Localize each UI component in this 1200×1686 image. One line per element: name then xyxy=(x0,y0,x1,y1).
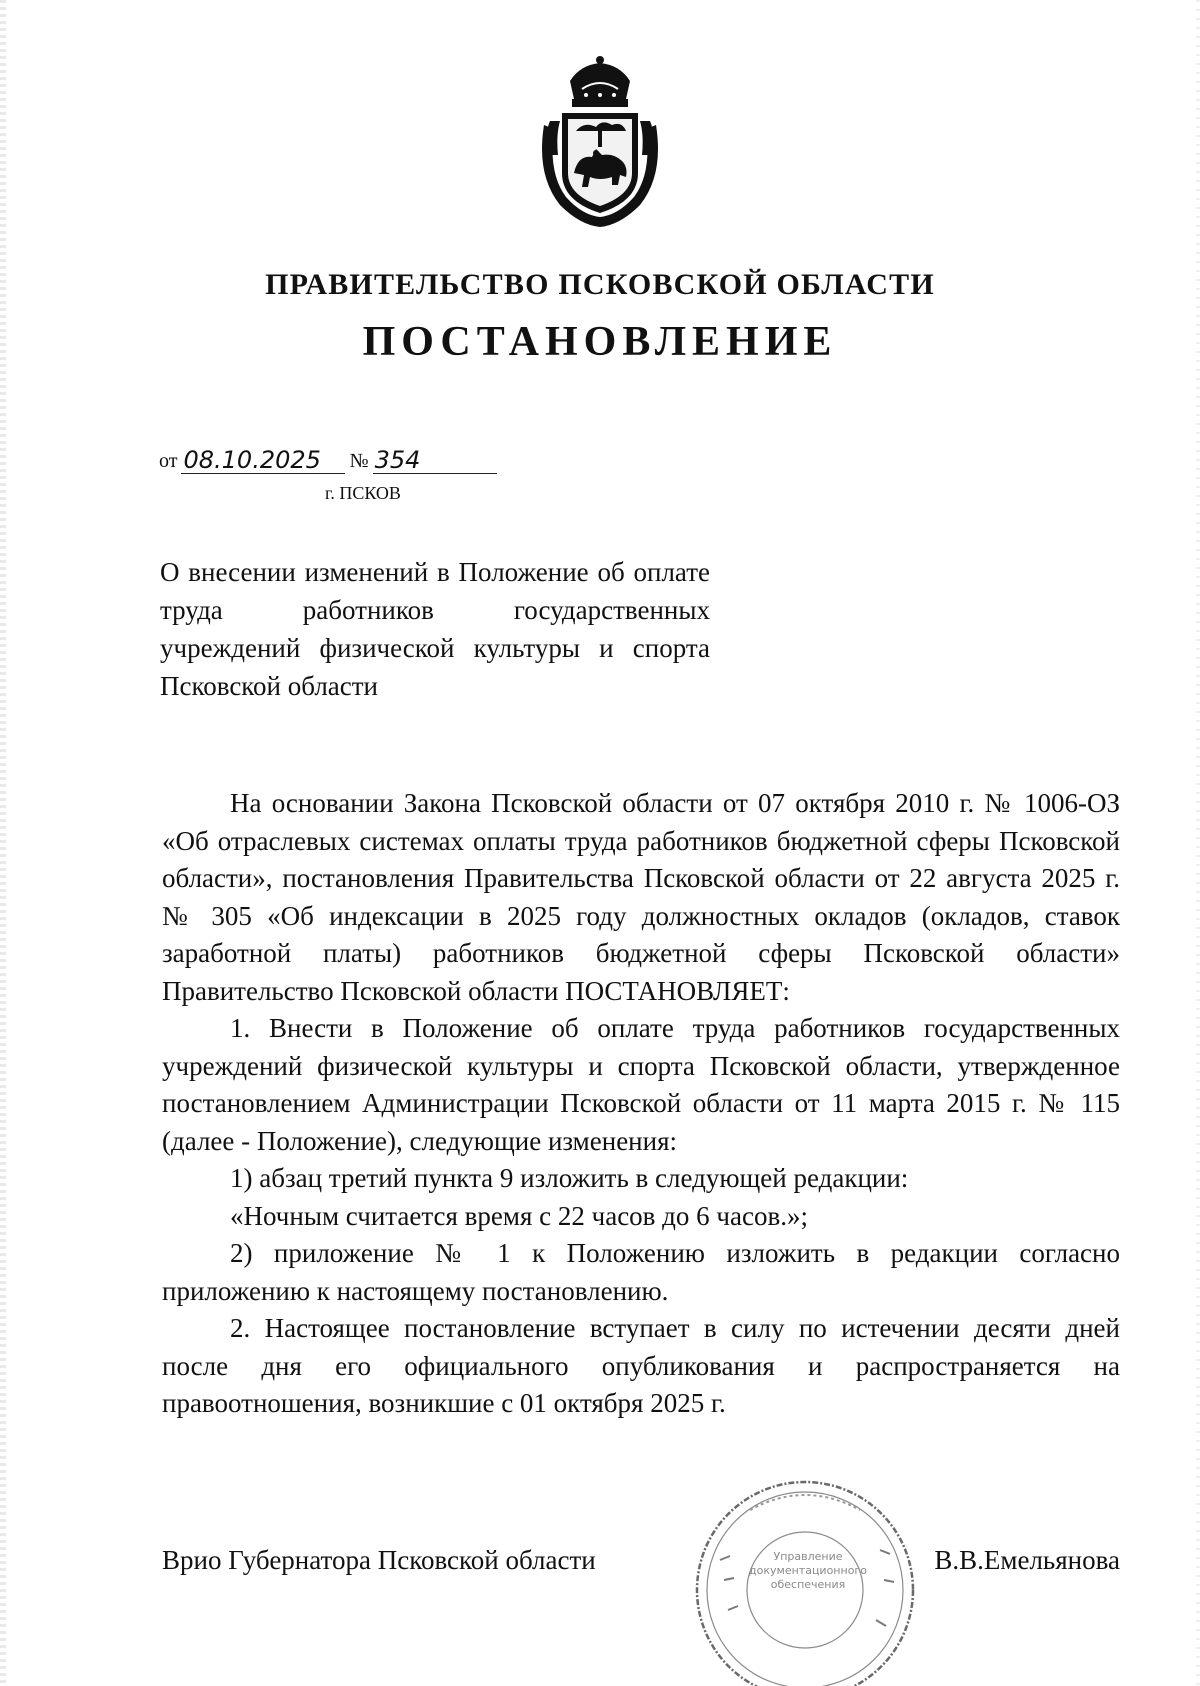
signature-block xyxy=(162,1545,1120,1585)
decree-body xyxy=(162,785,1120,1423)
stamp-line: обеспечения xyxy=(770,1578,846,1591)
number-label: № xyxy=(349,450,369,472)
subitem-1-paragraph: 1) абзац третий пункта 9 изложить в следующей редакции: xyxy=(230,1163,909,1193)
scan-edge-right xyxy=(1196,0,1200,1686)
stamp-line: документационного xyxy=(749,1564,867,1577)
document-type: ПОСТАНОВЛЕНИЕ xyxy=(362,319,838,365)
item-2-paragraph: 2. Настоящее постановление вступает в силу по истечении десяти дней после дня его официального опубликования и распространяется на правоотношения, возникшие с 01 октября 2025 г. xyxy=(162,1313,1120,1418)
decree-subject: О внесении изменений в Положение об оплате труда работников государственных учреждений физической культуры и спорта Псковской области xyxy=(160,557,710,701)
signatory-name: В.В.Емельянова xyxy=(934,1545,1120,1575)
subitem-1-quote-paragraph: «Ночным считается время с 22 часов до 6 часов.»; xyxy=(230,1200,808,1231)
decree-date: 08.10.2025 xyxy=(181,447,345,474)
city: г. ПСКОВ xyxy=(325,483,401,503)
registration-line xyxy=(155,447,497,477)
date-prefix: от xyxy=(159,450,178,472)
signatory-title: Врио Губернатора Псковской области xyxy=(162,1545,596,1575)
scan-edge-left xyxy=(0,0,6,1686)
subitem-2-paragraph: 2) приложение № 1 к Положению изложить в редакции согласно приложению к настоящему постановлению. xyxy=(162,1238,1120,1306)
decree-number: 354 xyxy=(373,447,497,474)
stamp-line: Управление xyxy=(773,1550,843,1563)
government-name: ПРАВИТЕЛЬСТВО ПСКОВСКОЙ ОБЛАСТИ xyxy=(265,268,935,301)
preamble-paragraph: На основании Закона Псковской области от 07 октября 2010 г. № 1006-ОЗ «Об отраслевых системах оплаты труда работников бюджетной сферы Псковской области», постановления Правительства Псковской области от 22 августа 2025 г. № 305 «Об индексации в 2025 году должностных окладов (окладов, ставок заработной платы) работников бюджетной сферы Псковской области» Правительство Псковской области ПОСТАНОВЛЯЕТ: xyxy=(162,788,1120,1006)
coat-of-arms-icon xyxy=(530,55,670,230)
item-1-paragraph: 1. Внести в Положение об оплате труда работников государственных учреждений физической культуры и спорта Псковской области, утвержденное постановлением Администрации Псковской области от 11 марта 2015 г. № 115 (далее - Положение), следующие изменения: xyxy=(162,1013,1120,1156)
crown-icon xyxy=(570,56,630,107)
